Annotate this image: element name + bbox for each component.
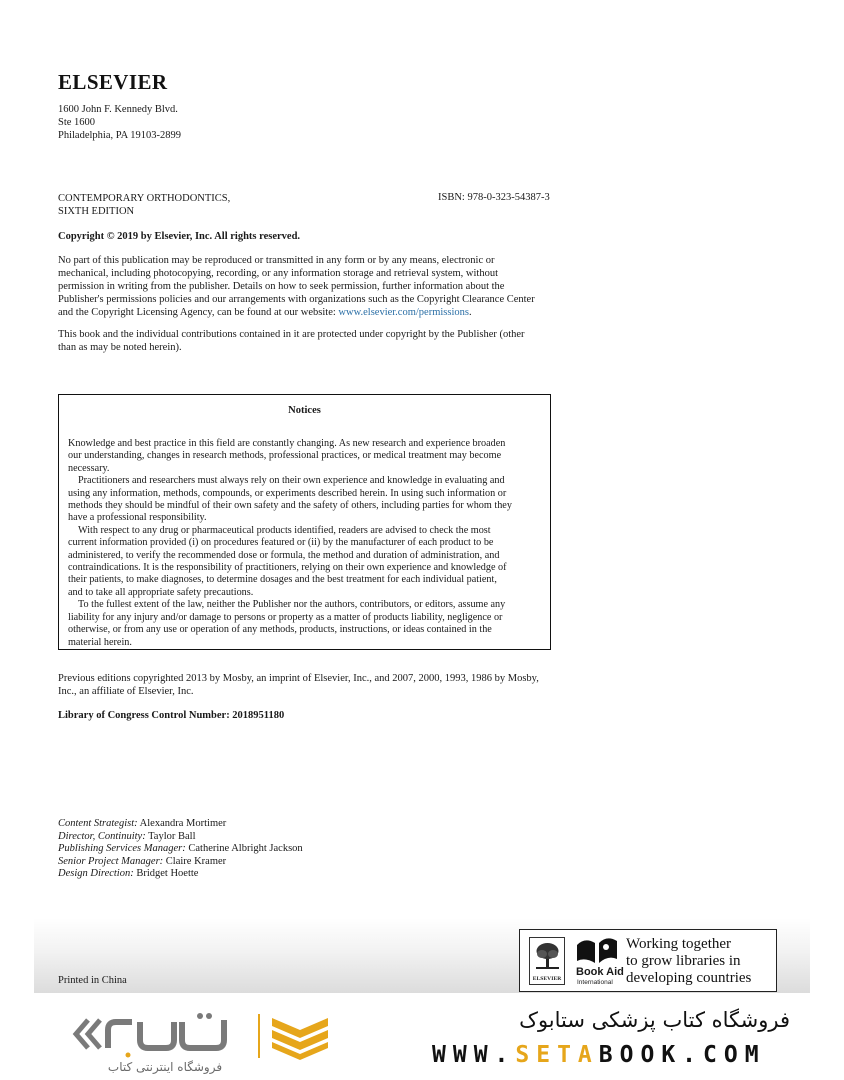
- rights-line-end: .: [468, 306, 472, 318]
- notice-line: using any information, methods, compounds, or experiments described herein. In using such information or: [68, 487, 507, 499]
- credit-name: Alexandra Mortimer: [137, 818, 227, 829]
- notices-title: Notices: [288, 405, 321, 416]
- book-title-line: CONTEMPORARY ORTHODONTICS,: [58, 193, 231, 204]
- credit-row: [58, 868, 303, 881]
- address-line: 1600 John F. Kennedy Blvd.: [58, 104, 178, 115]
- publisher-logo: ELSEVIER: [58, 70, 168, 94]
- store-logo[interactable]: [70, 1010, 340, 1078]
- notice-line: otherwise, or from any use or operation of any methods, products, instructions, or ideas contained in the: [68, 624, 492, 636]
- book-edition-line: SIXTH EDITION: [58, 206, 135, 217]
- credit-row: [58, 818, 303, 831]
- store-logo-caption: فروشگاه اینترنتی کتاب: [107, 1060, 223, 1074]
- book-aid-icon: [575, 935, 619, 965]
- previous-editions: [58, 673, 556, 699]
- rights-line-text: and the Copyright Licensing Agency, can be found at our website:: [58, 306, 339, 318]
- rights-paragraph: [58, 255, 556, 320]
- permissions-link[interactable]: www.elsevier.com/permissions: [338, 306, 469, 318]
- notice-line: liability for any injury and/or damage to persons or property as a matter of products liability, negligence or: [68, 611, 503, 623]
- book-aid-logo: [519, 929, 777, 992]
- notice-line: Practitioners and researchers must always rely on their own experience and knowledge in evaluating and: [78, 475, 505, 487]
- book-aid-intl: International: [577, 979, 613, 986]
- credit-row: [58, 856, 303, 869]
- tree-icon: [534, 941, 561, 971]
- tagline-line: Working together: [626, 936, 732, 952]
- elsevier-tree-icon: [529, 937, 565, 985]
- credit-name: Claire Kramer: [163, 855, 227, 867]
- elsevier-wordmark: ELSEVIER: [532, 976, 562, 982]
- credit-role: Design Direction:: [58, 868, 134, 880]
- protection-line: than as may be noted herein).: [58, 341, 182, 353]
- credit-role: Senior Project Manager:: [58, 855, 164, 867]
- credit-name: Bridget Hoette: [133, 868, 199, 880]
- protection-paragraph: [58, 329, 556, 355]
- credit-role: Publishing Services Manager:: [58, 843, 186, 855]
- notice-line: Knowledge and best practice in this field are constantly changing. As new research and experience broaden: [68, 438, 506, 449]
- tagline-line: developing countries: [626, 969, 752, 986]
- store-website[interactable]: [432, 1042, 766, 1068]
- tagline-line: to grow libraries in: [626, 952, 741, 969]
- notice-line: our understanding, changes in research methods, professional practices, or medical treatment may become: [68, 450, 502, 462]
- notice-line: material herein.: [68, 636, 132, 648]
- previous-editions-line: Inc., an affiliate of Elsevier, Inc.: [58, 685, 194, 697]
- book-aid-tagline: [626, 936, 751, 986]
- notice-line: With respect to any drug or pharmaceutical products identified, readers are advised to check the most: [78, 524, 491, 536]
- notice-line: and to take all appropriate safety precautions.: [68, 586, 254, 598]
- protection-line: This book and the individual contributions contained in it are protected under copyright by the Publisher (other: [58, 329, 525, 340]
- rights-line: permission in writing from the publisher. Details on how to seek permission, further information about the: [58, 280, 505, 292]
- book-aid-name: Book Aid: [576, 966, 624, 978]
- notice-line: have a professional responsibility.: [68, 512, 207, 524]
- setabook-logo-icon: [70, 1010, 340, 1060]
- staff-credits: [58, 818, 303, 881]
- notice-line: their patients, to make diagnoses, to determine dosages and the best treatment for each individual patient,: [68, 574, 497, 586]
- notices-box: [58, 394, 551, 650]
- credit-role: Content Strategist:: [58, 818, 138, 829]
- site-prefix: WWW.: [432, 1042, 516, 1068]
- notice-line: To the fullest extent of the law, neither the Publisher nor the authors, contributors, or editors, assume any: [78, 599, 506, 611]
- copyright-statement: Copyright © 2019 by Elsevier, Inc. All rights reserved.: [58, 231, 301, 242]
- notice-line: methods they should be mindful of their own safety and the safety of others, including parties for whom they: [68, 500, 512, 512]
- address-line: Philadelphia, PA 19103-2899: [58, 130, 181, 142]
- credit-name: Taylor Ball: [145, 830, 196, 842]
- rights-line: Publisher's permissions policies and our arrangements with organizations such as the Copyright Clearance Center: [58, 293, 535, 305]
- address-line: Ste 1600: [58, 117, 96, 129]
- site-highlight: SETA: [515, 1042, 599, 1068]
- credit-role: Director, Continuity:: [58, 830, 146, 842]
- isbn: ISBN: 978-0-323-54387-3: [438, 192, 550, 203]
- notice-line: contraindications. It is the responsibility of practitioners, relying on their own experience and knowledge of: [68, 562, 507, 574]
- book-aid-mark: [573, 935, 624, 989]
- notice-line: administered, to verify the recommended dose or formula, the method and duration of administration, and: [68, 549, 500, 561]
- notice-line: current information provided (i) on procedures featured or (ii) by the manufacturer of each product to be: [68, 537, 494, 549]
- notice-line: necessary.: [68, 462, 110, 474]
- store-title: فروشگاه کتاب پزشکی ستابوک: [519, 1008, 790, 1032]
- rights-line: No part of this publication may be reproduced or transmitted in any form or by any means, electronic or: [58, 255, 495, 266]
- credit-row: [58, 831, 303, 844]
- lccn: Library of Congress Control Number: 2018951180: [58, 710, 285, 721]
- previous-editions-line: Previous editions copyrighted 2013 by Mosby, an imprint of Elsevier, Inc., and 2007, 2000, 1993, 1986 by Mosby,: [58, 673, 539, 684]
- publisher-address: [58, 103, 181, 143]
- credit-row: [58, 843, 303, 856]
- rights-line: [58, 307, 556, 320]
- book-title: [58, 192, 230, 218]
- notices-body: [68, 438, 512, 649]
- printed-in: Printed in China: [58, 975, 127, 986]
- rights-line: mechanical, including photocopying, recording, or any information storage and retrieval system, without: [58, 267, 499, 279]
- site-suffix: BOOK.COM: [598, 1042, 766, 1068]
- credit-name: Catherine Albright Jackson: [185, 843, 303, 855]
